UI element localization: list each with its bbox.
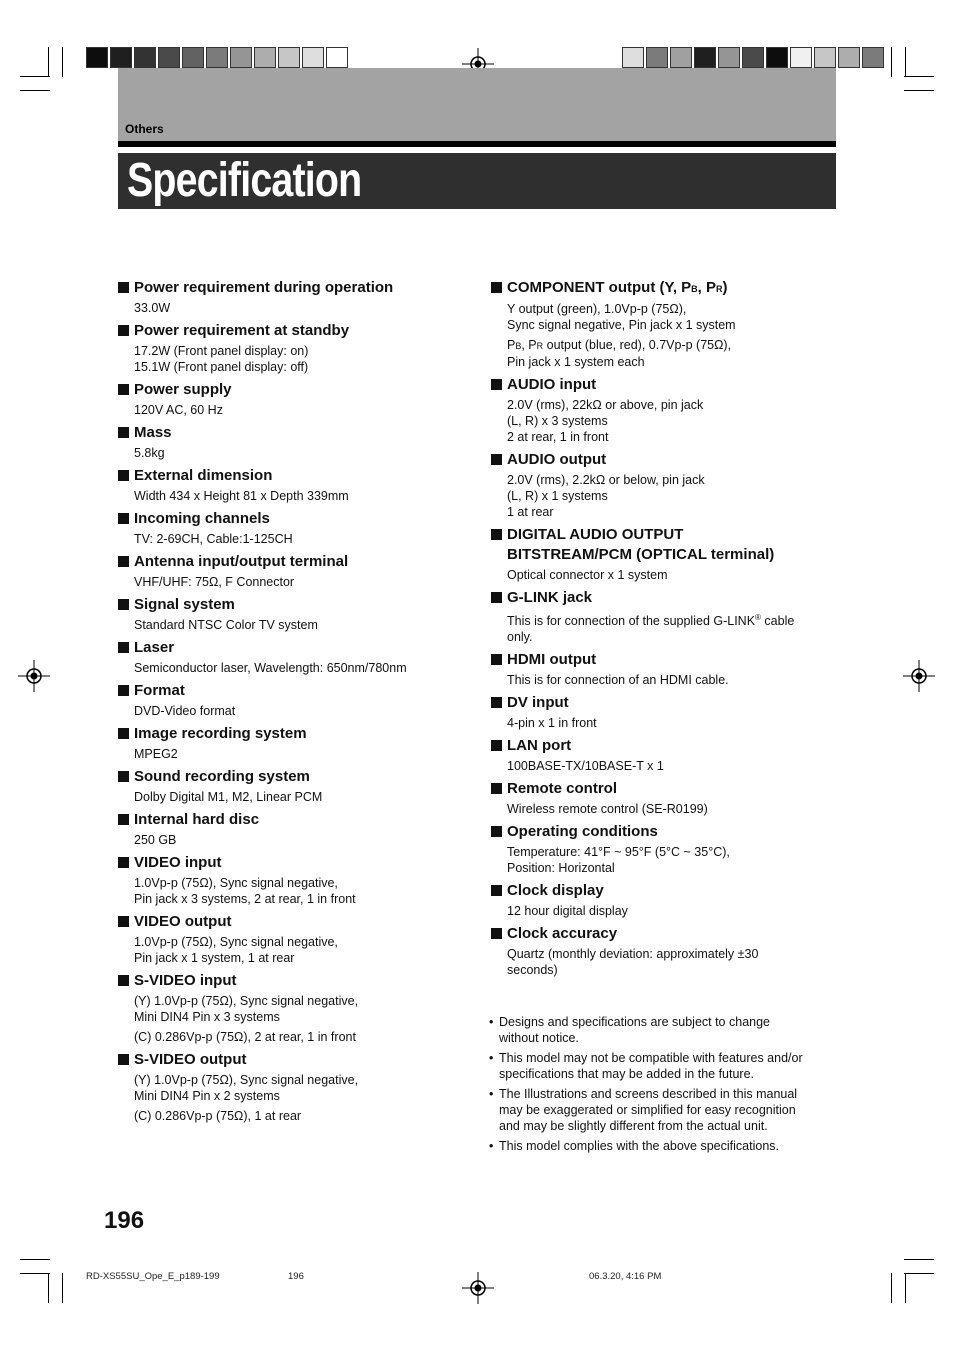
- note-line: This model may not be compatible with features and/or: [499, 1051, 803, 1065]
- color-swatch: [326, 47, 348, 68]
- note-line: and may be slightly different from the actual unit.: [499, 1119, 768, 1133]
- spec-title: Signal system: [134, 596, 235, 613]
- spec-title: Clock display: [507, 882, 604, 900]
- spec-line: This is for connection of an HDMI cable.: [507, 673, 729, 688]
- spec-line: 12 hour digital display: [507, 904, 628, 919]
- color-swatch: [670, 47, 692, 68]
- bullet-square-icon: [491, 379, 502, 390]
- spec-line: 2.0V (rms), 22kΩ or above, pin jack: [507, 398, 704, 412]
- bullet-square-icon: [491, 783, 502, 794]
- spec-title: DV input: [507, 694, 569, 712]
- spec-title: Internal hard disc: [134, 811, 260, 828]
- bullet-square-icon: [118, 1054, 129, 1065]
- spec-power-requirement-at-standby: [118, 321, 468, 375]
- bullet-square-icon: [118, 685, 129, 696]
- bullet-square-icon: [491, 592, 502, 603]
- spec-line: seconds): [507, 963, 558, 978]
- spec-line: (C) 0.286Vp-p (75Ω), 2 at rear, 1 in front: [134, 1030, 356, 1044]
- spec-line: 4-pin x 1 in front: [507, 716, 597, 731]
- color-bar-right: [622, 47, 886, 68]
- color-swatch: [134, 47, 156, 68]
- section-label: Others: [125, 122, 164, 136]
- footer-file: RD-XS55SU_Ope_E_p189-199: [86, 1271, 220, 1282]
- spec-mass: [118, 423, 468, 461]
- spec-line: TV: 2-69CH, Cable:1-125CH: [134, 532, 293, 546]
- spec-internal-hard-disc: [118, 810, 468, 848]
- bullet-square-icon: [118, 513, 129, 524]
- color-swatch: [742, 47, 764, 68]
- color-swatch: [694, 47, 716, 68]
- spec-title: Image recording system: [134, 725, 307, 742]
- spec-title: Remote control: [507, 780, 618, 798]
- bullet-square-icon: [118, 771, 129, 782]
- spec-title: Format: [134, 682, 185, 699]
- spec-external-dimension: [118, 466, 468, 504]
- spec-column-right: [491, 278, 836, 983]
- notes-list: [489, 1014, 839, 1158]
- spec-line: Temperature: 41°F ~ 95°F (5°C ~ 35°C),: [507, 845, 730, 860]
- spec-title: Operating conditions: [507, 823, 658, 841]
- color-swatch: [254, 47, 276, 68]
- spec-video-output: [118, 912, 468, 966]
- bullet-square-icon: [491, 885, 502, 896]
- spec-power-requirement-during-operation: [118, 278, 468, 316]
- spec-line: 17.2W (Front panel display: on): [134, 344, 309, 358]
- spec-line: 2 at rear, 1 in front: [507, 430, 609, 444]
- spec-antenna-input-output-terminal: [118, 552, 468, 590]
- color-swatch: [278, 47, 300, 68]
- registration-mark-icon: [903, 660, 935, 692]
- bullet-square-icon: [491, 740, 502, 751]
- page-title: Specification: [127, 154, 362, 207]
- bullet-square-icon: [118, 282, 129, 293]
- spec-title: HDMI output: [507, 651, 597, 669]
- spec-title: AUDIO output: [507, 451, 607, 468]
- spec-line: (L, R) x 3 systems: [507, 414, 608, 428]
- bullet-square-icon: [118, 325, 129, 336]
- spec-audio-output: [491, 450, 836, 520]
- spec-line: 2.0V (rms), 2.2kΩ or below, pin jack: [507, 473, 705, 487]
- spec-line: VHF/UHF: 75Ω, F Connector: [134, 575, 295, 589]
- spec-s-video-input: [118, 971, 468, 1045]
- footer-date: 06.3.20, 4:16 PM: [589, 1271, 662, 1282]
- spec-line: 1 at rear: [507, 505, 554, 519]
- bullet-square-icon: [491, 697, 502, 708]
- spec-title: LAN port: [507, 737, 572, 755]
- spec-title: AUDIO input: [507, 376, 597, 393]
- bullet-square-icon: [118, 916, 129, 927]
- spec-lan-port: [491, 736, 836, 774]
- color-swatch: [230, 47, 252, 68]
- page-number: 196: [104, 1207, 145, 1234]
- note-line: Designs and specifications are subject to change: [499, 1015, 770, 1029]
- spec-clock-display: [491, 881, 836, 919]
- spec-line: Standard NTSC Color TV system: [134, 618, 318, 632]
- spec-line: 1.0Vp-p (75Ω), Sync signal negative,: [134, 876, 338, 890]
- spec-remote-control: [491, 779, 836, 817]
- spec-line: DVD-Video format: [134, 704, 236, 718]
- bullet-square-icon: [118, 975, 129, 986]
- spec-signal-system: [118, 595, 468, 633]
- spec-column-left: [118, 278, 468, 1129]
- spec-laser: [118, 638, 468, 676]
- color-swatch: [622, 47, 644, 68]
- color-swatch: [790, 47, 812, 68]
- spec-line: Sync signal negative, Pin jack x 1 system: [507, 318, 736, 332]
- bullet-square-icon: [118, 556, 129, 567]
- color-swatch: [862, 47, 884, 68]
- spec-title: Mass: [134, 424, 172, 441]
- spec-line: Quartz (monthly deviation: approximately ±30: [507, 947, 759, 962]
- bullet-square-icon: [118, 384, 129, 395]
- spec-hdmi-output: [491, 650, 836, 688]
- spec-line: Pin jack x 3 systems, 2 at rear, 1 in front: [134, 892, 356, 906]
- spec-line: Width 434 x Height 81 x Depth 339mm: [134, 489, 349, 503]
- spec-title: VIDEO input: [134, 854, 222, 871]
- spec-line: (C) 0.286Vp-p (75Ω), 1 at rear: [134, 1109, 302, 1123]
- note-line: This model complies with the above specifications.: [499, 1139, 779, 1153]
- spec-power-supply: [118, 380, 468, 418]
- color-swatch: [182, 47, 204, 68]
- bullet-square-icon: [118, 470, 129, 481]
- spec-format: [118, 681, 468, 719]
- header-rule: [118, 141, 836, 147]
- spec-dv-input: [491, 693, 836, 731]
- spec-line: 120V AC, 60 Hz: [134, 403, 223, 417]
- spec-line: Wireless remote control (SE-R0199): [507, 802, 708, 817]
- spec-title: Power requirement at standby: [134, 322, 350, 339]
- spec-line: 15.1W (Front panel display: off): [134, 360, 309, 374]
- spec-s-video-output: [118, 1050, 468, 1124]
- spec-title: Laser: [134, 639, 175, 656]
- color-swatch: [814, 47, 836, 68]
- spec-line: 250 GB: [134, 833, 177, 847]
- registration-mark-icon: [18, 660, 50, 692]
- note-item: [489, 1050, 839, 1082]
- spec-incoming-channels: [118, 509, 468, 547]
- spec-line: Semiconductor laser, Wavelength: 650nm/780nm: [134, 661, 407, 675]
- bullet-square-icon: [118, 728, 129, 739]
- spec-line: 33.0W: [134, 301, 171, 315]
- bullet-dot-icon: •: [489, 1139, 494, 1153]
- color-bar-left: [86, 47, 350, 68]
- spec-title: Sound recording system: [134, 768, 310, 785]
- spec-line: This is for connection of the supplied G-LINK® cable: [507, 613, 795, 629]
- spec-title: Power supply: [134, 381, 232, 398]
- spec-audio-input: [491, 375, 836, 445]
- spec-line: PB, PR output (blue, red), 0.7Vp-p (75Ω),: [507, 338, 732, 352]
- color-swatch: [158, 47, 180, 68]
- spec-title: S-VIDEO output: [134, 1051, 247, 1068]
- spec-title: VIDEO output: [134, 913, 232, 930]
- spec-digital-audio-output: [491, 525, 836, 583]
- bullet-square-icon: [491, 654, 502, 665]
- spec-line: (Y) 1.0Vp-p (75Ω), Sync signal negative,: [134, 1073, 359, 1087]
- bullet-square-icon: [118, 599, 129, 610]
- spec-title: Power requirement during operation: [134, 279, 394, 296]
- spec-title: External dimension: [134, 467, 273, 484]
- note-line: specifications that may be added in the future.: [499, 1067, 755, 1081]
- spec-title: COMPONENT output (Y, PB, PR): [507, 279, 728, 296]
- note-item: [489, 1014, 839, 1046]
- bullet-dot-icon: •: [489, 1015, 494, 1029]
- spec-title: Incoming channels: [134, 510, 270, 527]
- spec-line: 5.8kg: [134, 446, 165, 460]
- spec-line: (Y) 1.0Vp-p (75Ω), Sync signal negative,: [134, 994, 359, 1008]
- bullet-square-icon: [118, 814, 129, 825]
- spec-title: Antenna input/output terminal: [134, 553, 349, 570]
- spec-g-link-jack: [491, 588, 836, 645]
- spec-line: Position: Horizontal: [507, 861, 615, 876]
- registration-mark-icon: [462, 1272, 494, 1304]
- bullet-square-icon: [491, 454, 502, 465]
- spec-operating-conditions: [491, 822, 836, 876]
- spec-title: S-VIDEO input: [134, 972, 237, 989]
- color-swatch: [838, 47, 860, 68]
- bullet-square-icon: [118, 427, 129, 438]
- bullet-dot-icon: •: [489, 1051, 494, 1065]
- spec-line: Mini DIN4 Pin x 3 systems: [134, 1010, 280, 1024]
- spec-component-output: [491, 278, 836, 370]
- spec-sound-recording-system: [118, 767, 468, 805]
- bullet-dot-icon: •: [489, 1087, 494, 1101]
- color-swatch: [766, 47, 788, 68]
- spec-title: Clock accuracy: [507, 925, 618, 943]
- color-swatch: [302, 47, 324, 68]
- spec-line: 1.0Vp-p (75Ω), Sync signal negative,: [134, 935, 338, 949]
- bullet-square-icon: [491, 826, 502, 837]
- spec-line: Pin jack x 1 system, 1 at rear: [134, 951, 295, 965]
- header-band: [118, 68, 836, 141]
- bullet-square-icon: [491, 529, 502, 540]
- spec-clock-accuracy: [491, 924, 836, 978]
- spec-line: Pin jack x 1 system each: [507, 355, 645, 369]
- note-line: without notice.: [499, 1031, 579, 1045]
- spec-line: Optical connector x 1 system: [507, 568, 668, 582]
- color-swatch: [206, 47, 228, 68]
- spec-line: 100BASE-TX/10BASE-T x 1: [507, 759, 664, 774]
- spec-line: Dolby Digital M1, M2, Linear PCM: [134, 790, 323, 804]
- bullet-square-icon: [118, 642, 129, 653]
- spec-line: only.: [507, 630, 533, 645]
- bullet-square-icon: [491, 282, 502, 293]
- color-swatch: [646, 47, 668, 68]
- spec-line: Mini DIN4 Pin x 2 systems: [134, 1089, 280, 1103]
- note-item: [489, 1086, 839, 1134]
- note-line: may be exaggerated or simplified for easy recognition: [499, 1103, 796, 1117]
- color-swatch: [110, 47, 132, 68]
- spec-image-recording-system: [118, 724, 468, 762]
- color-swatch: [718, 47, 740, 68]
- spec-title: G-LINK jack: [507, 589, 593, 606]
- bullet-square-icon: [118, 857, 129, 868]
- spec-video-input: [118, 853, 468, 907]
- bullet-square-icon: [491, 928, 502, 939]
- spec-line: Y output (green), 1.0Vp-p (75Ω),: [507, 302, 687, 316]
- spec-line: (L, R) x 1 systems: [507, 489, 608, 503]
- note-line: The Illustrations and screens described in this manual: [499, 1087, 798, 1101]
- note-item: [489, 1138, 839, 1154]
- spec-line: MPEG2: [134, 747, 178, 761]
- footer-page: 196: [288, 1271, 304, 1282]
- color-swatch: [86, 47, 108, 68]
- spec-title: DIGITAL AUDIO OUTPUT BITSTREAM/PCM (OPTICAL terminal): [507, 526, 775, 563]
